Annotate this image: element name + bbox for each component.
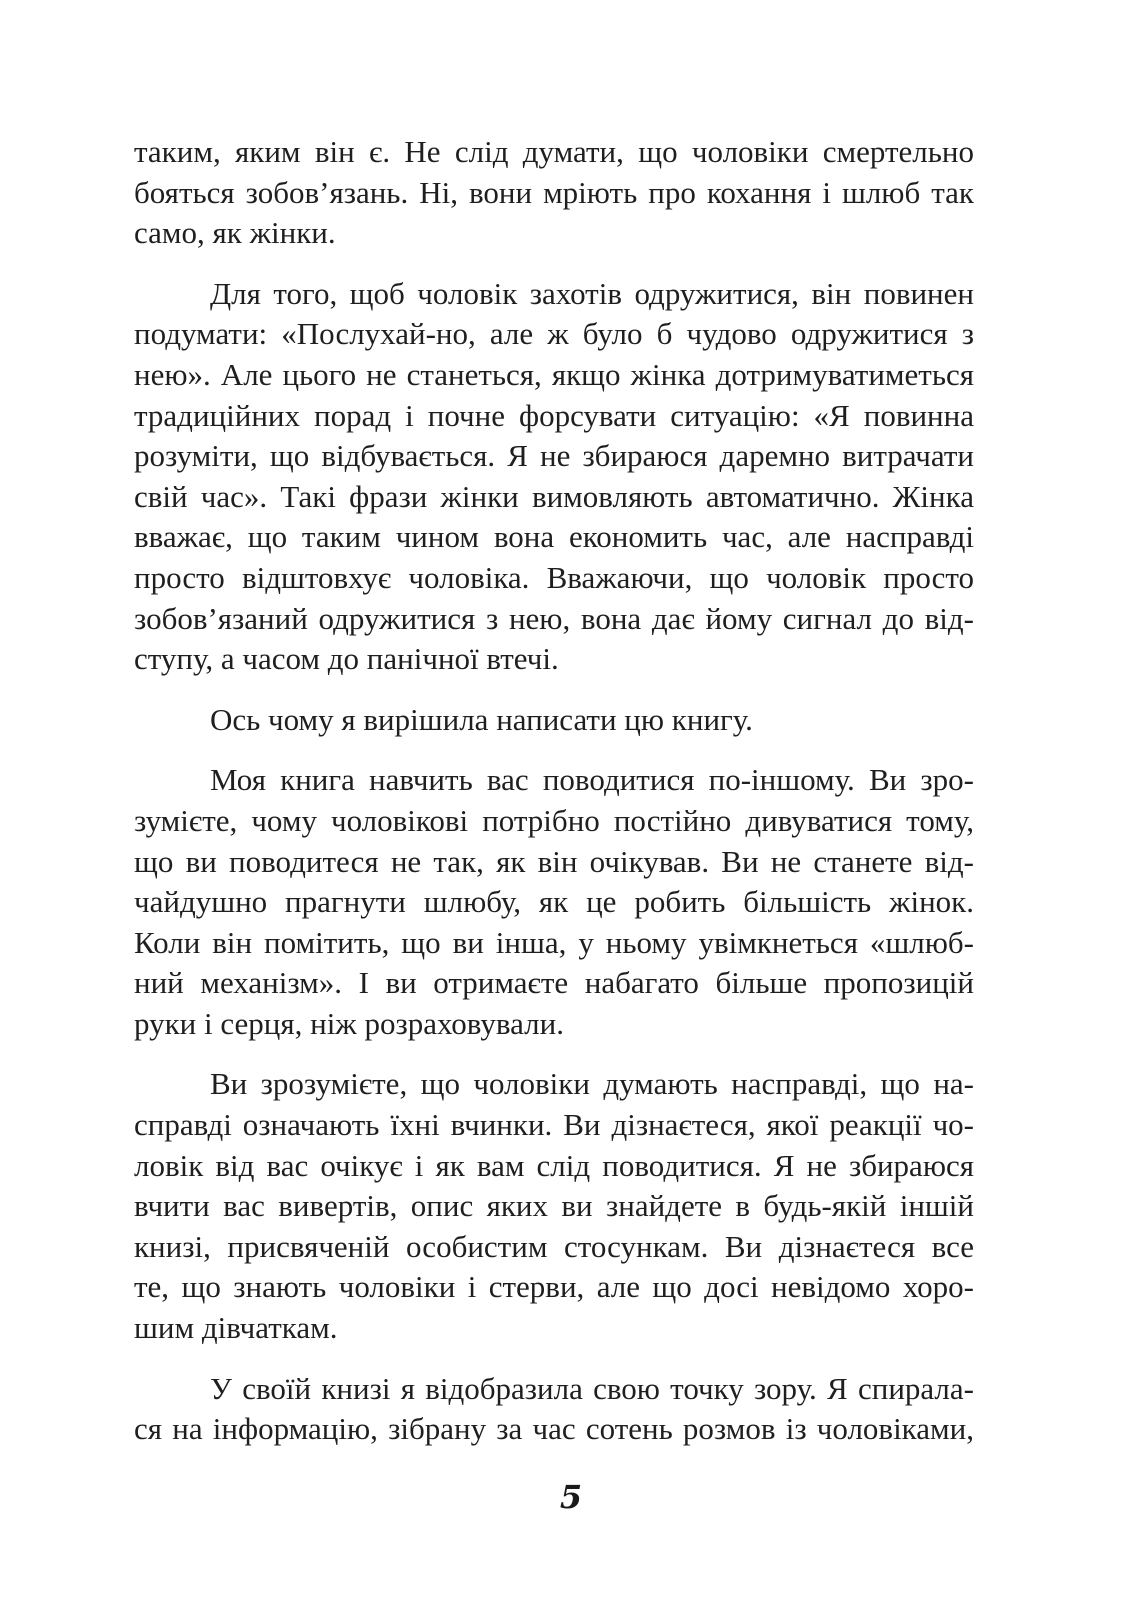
text-line: нею». Але цього не станеться, якщо жінка дотримуватиметься [134,356,974,392]
text-line: Ви зрозумієте, що чоловіки думають насправді, що на- [210,1066,974,1102]
paragraph [134,1369,974,1450]
text-line: вважає, що таким чином вона економить час, але насправді [134,519,974,555]
paragraph [134,132,974,254]
body-text [134,132,974,1470]
text-line: що ви поводитеся не так, як він очікував. Ви не станете від- [134,843,974,879]
paragraph [134,760,974,1044]
text-line: шим дівчаткам. [134,1310,338,1346]
text-line: таким, яким він є. Не слід думати, що чоловіки смертельно [134,134,974,169]
text-line: ний механізм». І ви отримаєте набагато більше пропозицій [134,965,974,1001]
text-line: розуміти, що відбувається. Я не збираюся даремно витрачати [134,438,974,474]
paragraph [134,1064,974,1348]
text-line: У своїй книзі я відобразила свою точку зору. Я спирала- [210,1370,974,1406]
text-line: Моя книга навчить вас поводитися по-іншому. Ви зро- [210,762,974,798]
text-line: чайдушно прагнути шлюбу, як це робить більшість жінок. [134,884,974,920]
text-line: вчити вас вивертів, опис яких ви знайдете в будь-якій іншій [134,1188,974,1224]
paragraph [134,274,974,680]
text-line: бояться зобов’язань. Ні, вони мріють про кохання і шлюб так [134,174,974,210]
text-line: руки і серця, ніж розраховували. [134,1005,564,1041]
text-line: ловік від вас очікує і як вам слід поводитися. Я не збираюся [134,1147,974,1183]
text-line: книзі, присвяченій особистим стосункам. Ви дізнаєтеся все [134,1228,974,1264]
text-line: ступу, а часом до панічної втечі. [134,641,559,677]
text-line: ся на інформацію, зібрану за час сотень розмов із чоловіками, [134,1411,974,1447]
text-line: само, як жінки. [134,215,336,251]
text-line: зумієте, чому чоловікові потрібно постійно дивуватися тому, [134,802,974,838]
text-line: свій час». Такі фрази жінки вимовляють автоматично. Жінка [134,478,974,514]
text-line: Ось чому я вирішила написати цю книгу. [210,701,753,737]
page-number: 5 [559,1478,583,1516]
text-line: те, що знають чоловіки і стерви, але що досі невідомо хоро- [134,1269,974,1305]
text-line: справді означають їхні вчинки. Ви дізнаєтеся, якої реакції чо- [134,1107,974,1143]
text-line: просто відштовхує чоловіка. Вважаючи, що чоловік просто [134,559,974,595]
paragraph [134,700,974,741]
text-line: традиційних порад і почне форсувати ситуацію: «Я повинна [134,397,974,433]
text-line: зобов’язаний одружитися з нею, вона дає йому сигнал до від- [134,600,974,636]
text-line: подумати: «Послухай-но, але ж було б чудово одружитися з [134,316,974,352]
text-line: Коли він помітить, що ви інша, у ньому увімкнеться «шлюб- [134,924,974,960]
text-line: Для того, щоб чоловік захотів одружитися, він повинен [210,275,974,311]
